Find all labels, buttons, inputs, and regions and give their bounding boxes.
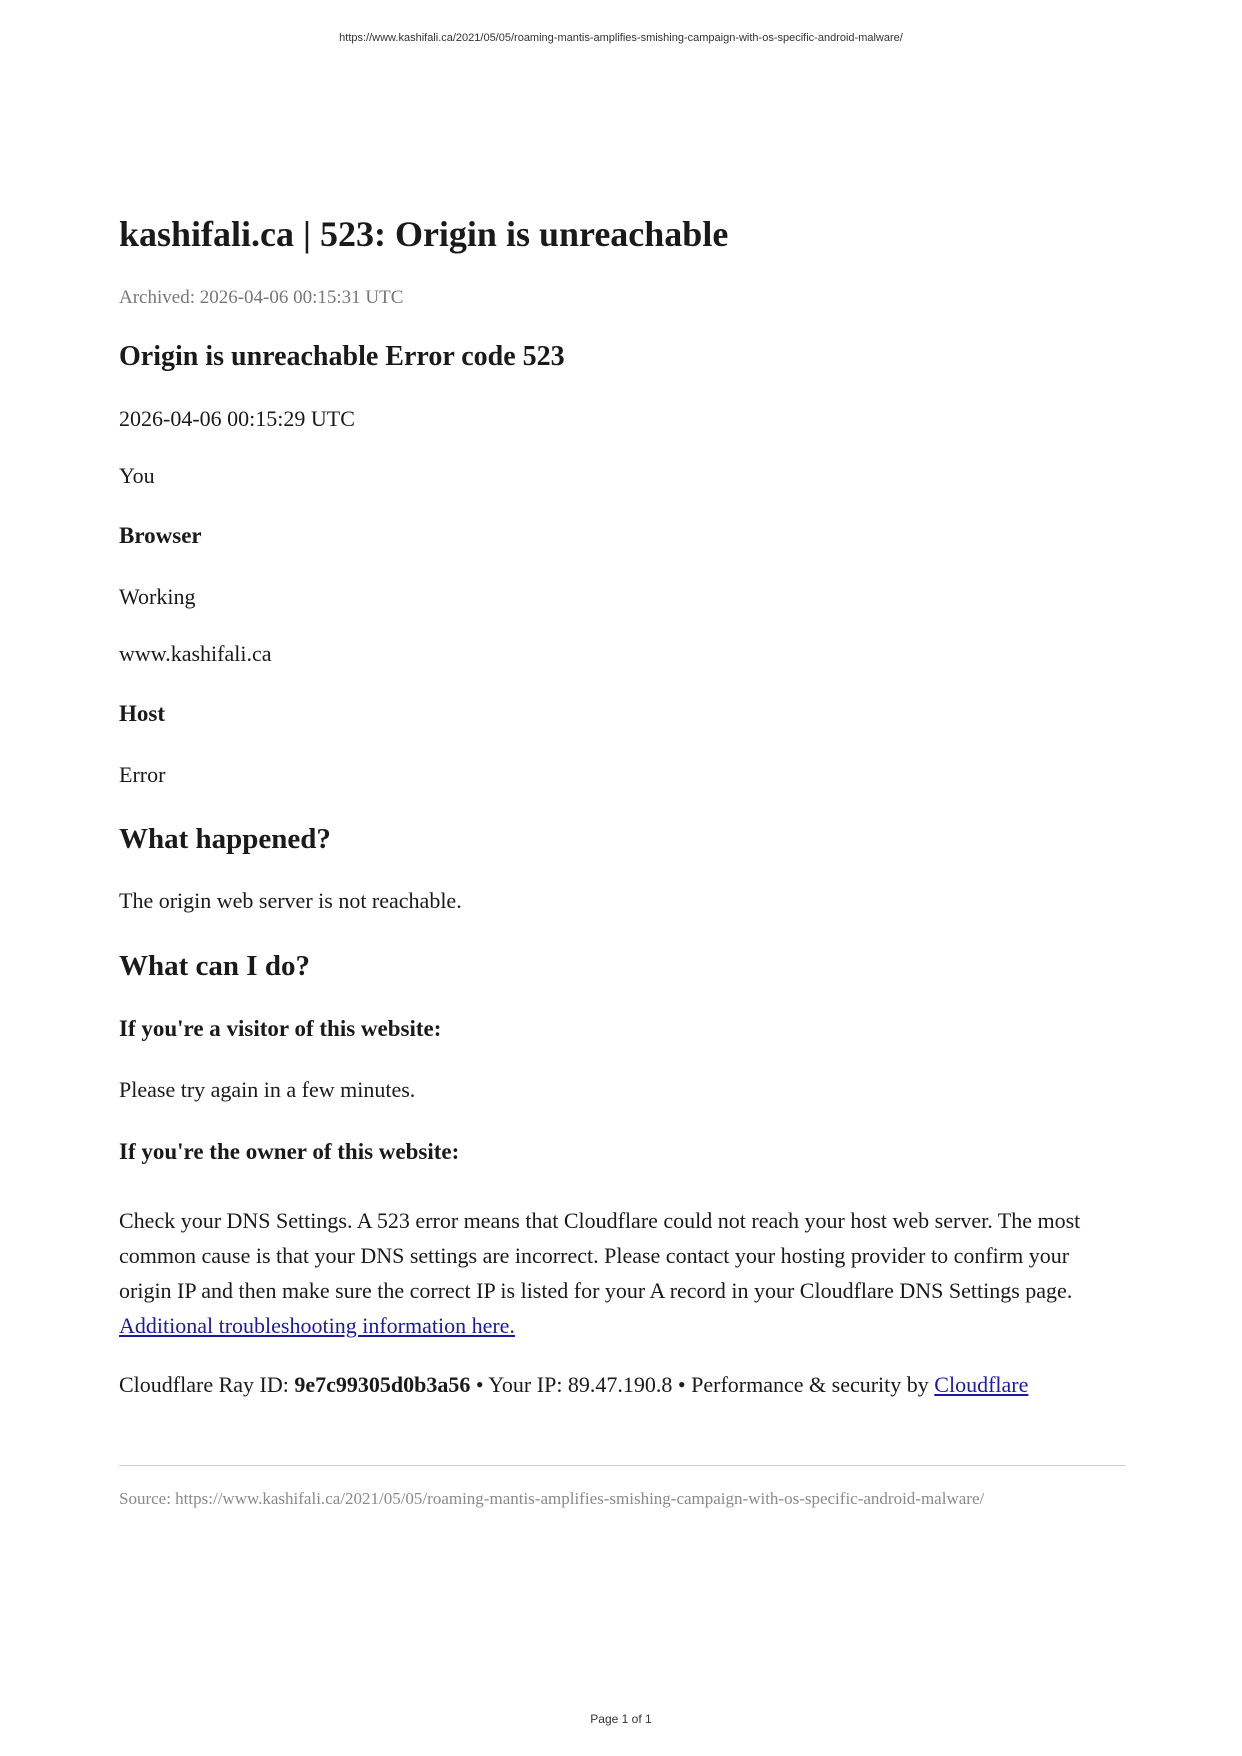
host-status: Error — [119, 762, 166, 787]
cloudflare-footer-line — [119, 1370, 1028, 1400]
owner-text: Check your DNS Settings. A 523 error means that Cloudflare could not reach your host web server. The most common cause is that your DNS settings are incorrect. Please contact your hosting provider to confirm your origin IP and then make sure the correct IP is listed for your A record in your Cloudflare DNS Settings page. — [119, 1208, 1081, 1303]
browser-status: Working — [119, 584, 196, 609]
ray-id: 9e7c99305d0b3a56 — [294, 1372, 471, 1397]
owner-paragraph — [119, 1203, 1126, 1343]
divider — [119, 1465, 1126, 1466]
archived-timestamp: Archived: 2026-04-06 00:15:31 UTC — [119, 287, 404, 308]
troubleshooting-link[interactable]: Additional troubleshooting information here. — [119, 1313, 515, 1338]
what-happened-text: The origin web server is not reachable. — [119, 888, 462, 913]
visitor-heading: If you're a visitor of this website: — [119, 1016, 442, 1041]
you-label: You — [119, 463, 155, 488]
cloudflare-link[interactable]: Cloudflare — [934, 1372, 1029, 1397]
page-title: kashifali.ca | 523: Origin is unreachable — [119, 214, 729, 254]
host-name: www.kashifali.ca — [119, 641, 272, 666]
error-timestamp: 2026-04-06 00:15:29 UTC — [119, 406, 355, 431]
host-label: Host — [119, 701, 165, 726]
print-header-url: https://www.kashifali.ca/2021/05/05/roaming-mantis-amplifies-smishing-campaign-with-os-specific-android-malware/ — [339, 32, 903, 44]
visitor-text: Please try again in a few minutes. — [119, 1077, 416, 1102]
ip-text: • Your IP: 89.47.190.8 • Performance & security by — [470, 1372, 935, 1397]
what-can-i-do-heading: What can I do? — [119, 950, 310, 982]
source-url: Source: https://www.kashifali.ca/2021/05/05/roaming-mantis-amplifies-smishing-campaign-with-os-specific-android-malware/ — [119, 1489, 985, 1508]
page-number: Page 1 of 1 — [590, 1712, 652, 1726]
ray-label: Cloudflare Ray ID: — [119, 1372, 295, 1397]
what-happened-heading: What happened? — [119, 823, 331, 855]
browser-label: Browser — [119, 523, 202, 548]
owner-heading: If you're the owner of this website: — [119, 1139, 460, 1164]
error-heading: Origin is unreachable Error code 523 — [119, 341, 565, 372]
